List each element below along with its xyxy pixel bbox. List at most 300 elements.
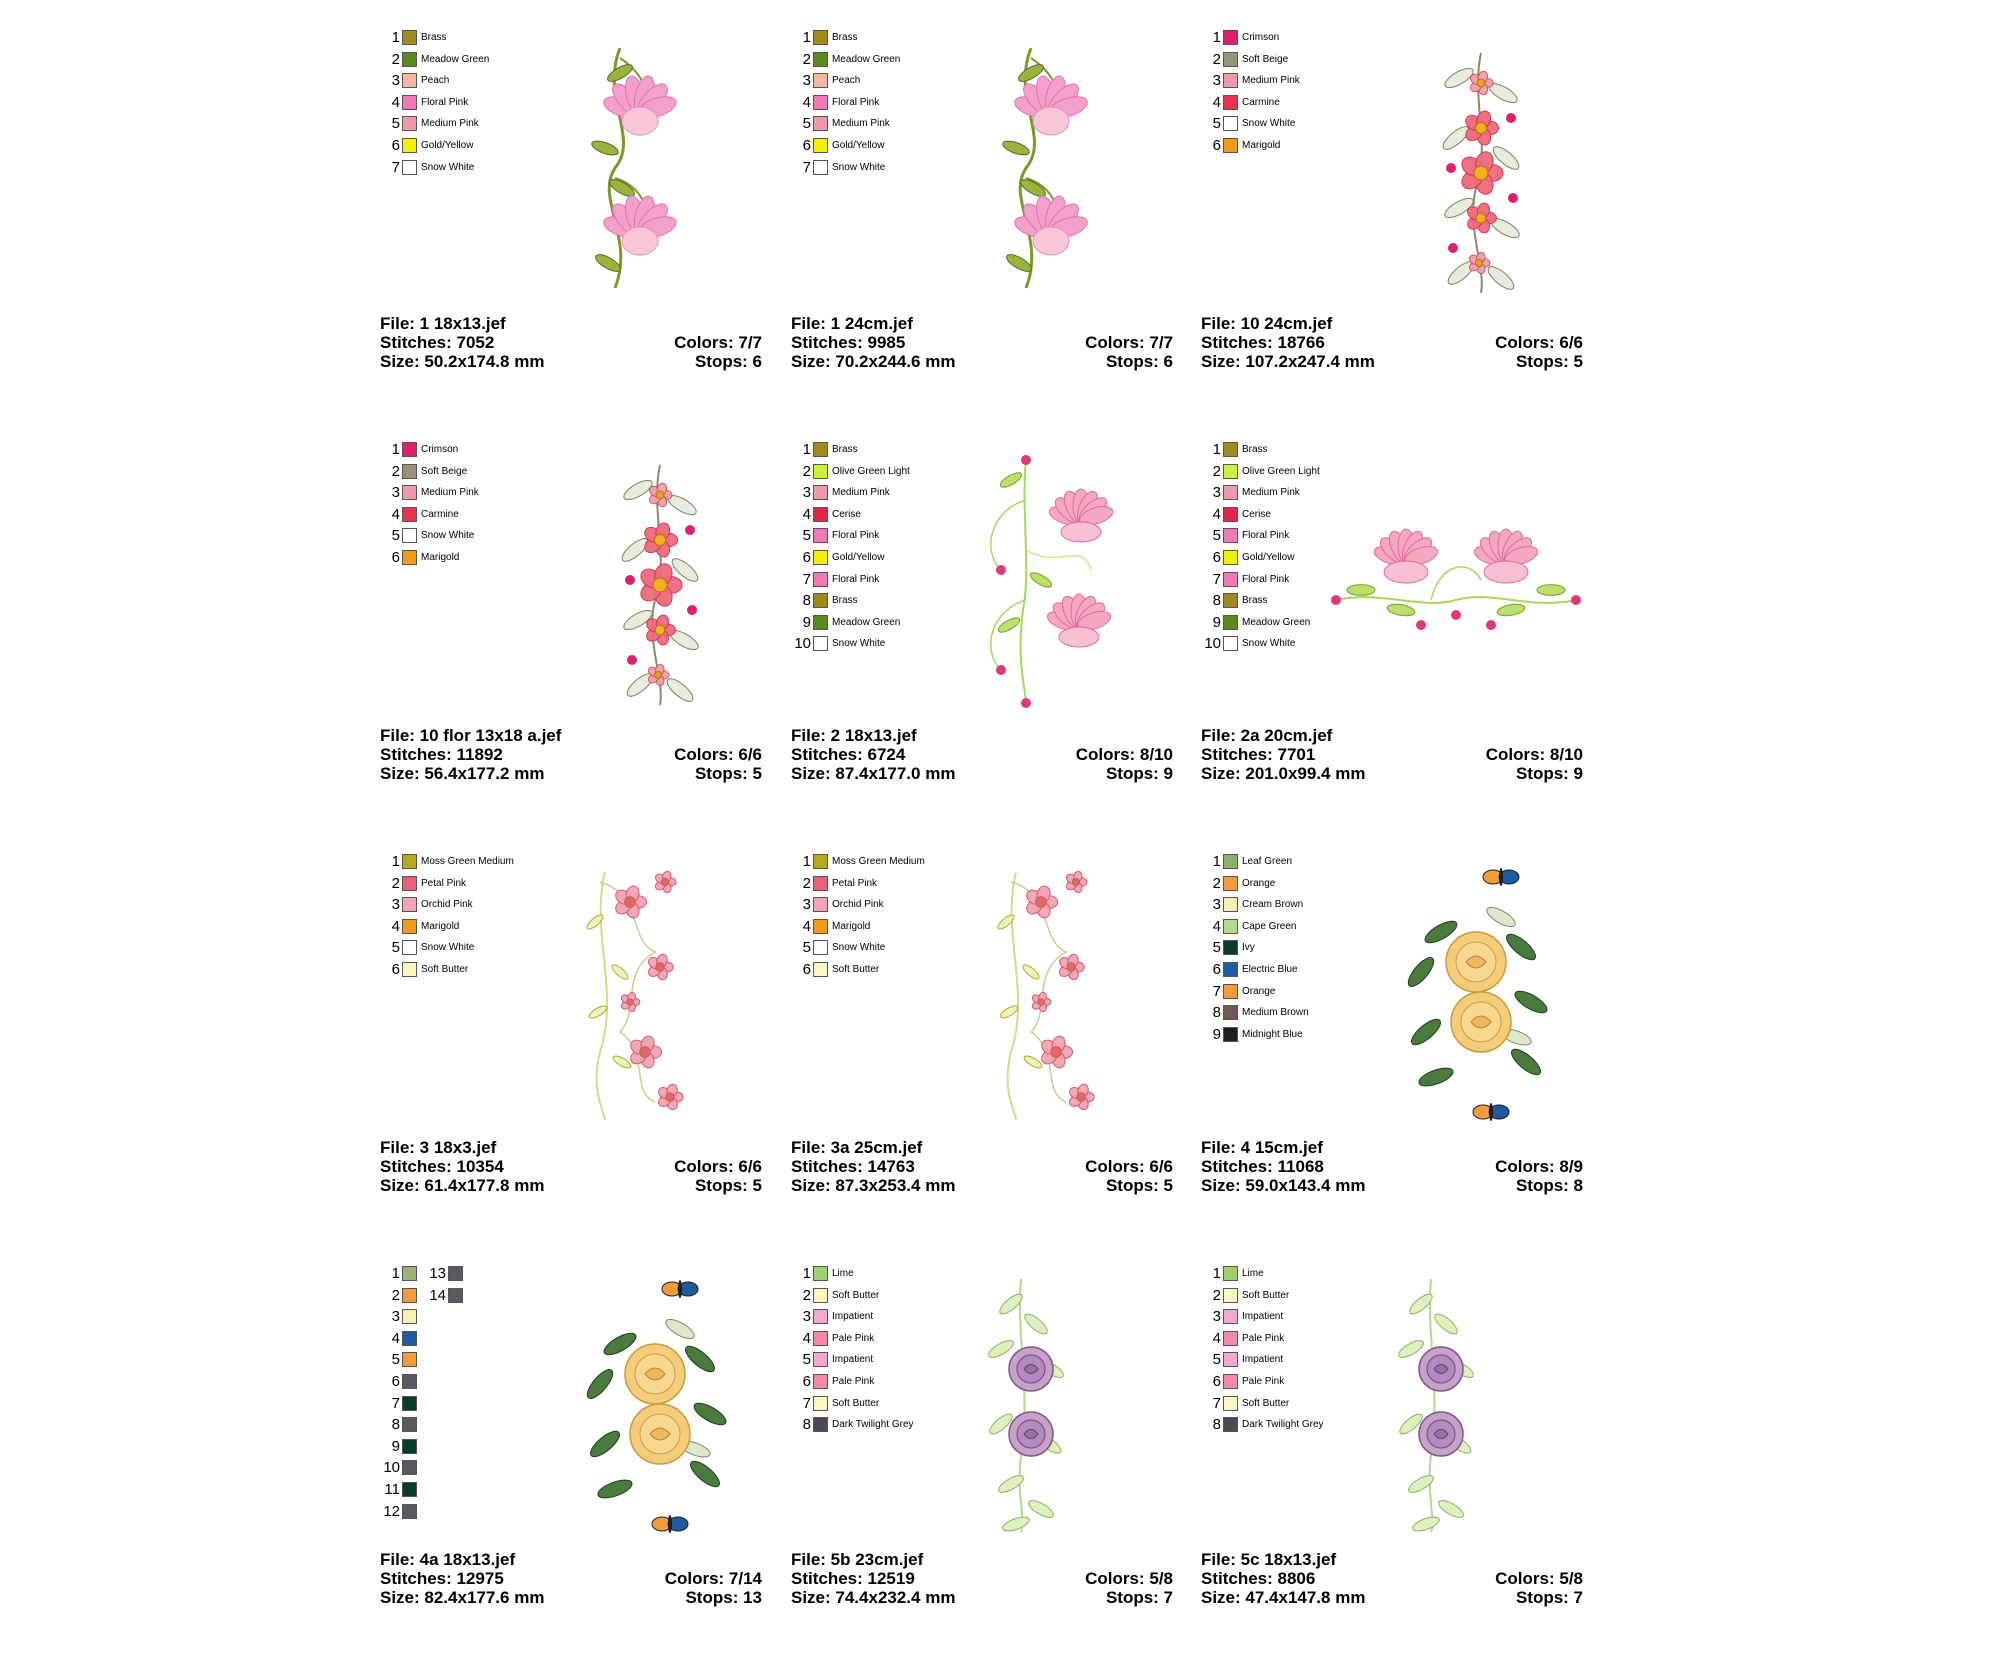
color-swatch bbox=[402, 528, 417, 543]
legend-row bbox=[1201, 1372, 1371, 1392]
design-info bbox=[380, 314, 762, 376]
color-name: Ivy bbox=[1242, 942, 1255, 954]
stitch-count: Stitches: 7052 bbox=[380, 333, 495, 352]
design-info bbox=[380, 1550, 762, 1612]
legend-row bbox=[791, 917, 961, 937]
color-number: 4 bbox=[391, 917, 400, 935]
file-name: File: 2 18x13.jef bbox=[791, 726, 917, 745]
color-name: Carmine bbox=[1242, 96, 1280, 108]
color-swatch bbox=[1223, 138, 1238, 153]
color-name: Carmine bbox=[421, 508, 459, 520]
color-name: Snow White bbox=[421, 530, 475, 542]
color-name: Orange bbox=[1242, 877, 1276, 889]
color-number: 5 bbox=[1212, 939, 1221, 957]
color-number: 1 bbox=[802, 853, 811, 870]
legend-row bbox=[791, 71, 961, 91]
legend-row bbox=[380, 1286, 550, 1306]
file-name: File: 3 18x3.jef bbox=[380, 1138, 497, 1157]
legend-row bbox=[1201, 1307, 1371, 1327]
color-name: Medium Pink bbox=[832, 118, 890, 130]
file-name: File: 4 15cm.jef bbox=[1201, 1138, 1323, 1157]
color-swatch bbox=[402, 52, 417, 67]
stop-count: Stops: 9 bbox=[1105, 764, 1173, 783]
color-name: Pale Pink bbox=[832, 1332, 875, 1344]
stitch-count: Stitches: 12519 bbox=[791, 1569, 915, 1588]
design-card bbox=[380, 852, 780, 1242]
color-number: 5 bbox=[391, 1351, 400, 1369]
color-swatch bbox=[402, 550, 417, 565]
color-number: 6 bbox=[391, 137, 400, 154]
color-count: Colors: 7/14 bbox=[664, 1569, 762, 1588]
color-name: Petal Pink bbox=[832, 877, 878, 889]
stitch-count: Stitches: 9985 bbox=[791, 333, 906, 352]
color-number: 9 bbox=[1212, 613, 1221, 631]
stitch-count: Stitches: 11068 bbox=[1201, 1157, 1324, 1176]
color-name: Pale Pink bbox=[1242, 1376, 1285, 1387]
design-info bbox=[791, 314, 1173, 376]
color-number: 10 bbox=[794, 635, 811, 653]
color-number: 4 bbox=[802, 505, 811, 523]
color-swatch bbox=[448, 1288, 463, 1303]
color-swatch bbox=[1223, 442, 1238, 457]
legend-row bbox=[791, 1394, 961, 1414]
color-name: Impatient bbox=[832, 1311, 874, 1323]
stop-count: Stops: 7 bbox=[1515, 1588, 1583, 1607]
color-name: Meadow Green bbox=[832, 53, 901, 65]
color-number: 1 bbox=[391, 853, 400, 870]
color-name: Soft Butter bbox=[1242, 1397, 1290, 1409]
color-name: Medium Pink bbox=[1242, 487, 1300, 499]
embroidery-preview bbox=[560, 862, 760, 1127]
color-name: Dark Twilight Grey bbox=[1242, 1419, 1324, 1431]
stop-count: Stops: 13 bbox=[685, 1588, 762, 1607]
embroidery-preview bbox=[1381, 862, 1581, 1127]
color-number: 7 bbox=[391, 158, 400, 176]
legend-row bbox=[791, 462, 961, 482]
color-number: 4 bbox=[1212, 1329, 1221, 1347]
color-swatch bbox=[1223, 1005, 1238, 1020]
color-swatch bbox=[1223, 1396, 1238, 1411]
design-info bbox=[380, 726, 762, 788]
color-count: Colors: 8/10 bbox=[1485, 745, 1583, 764]
color-swatch bbox=[813, 1331, 828, 1346]
color-name: Brass bbox=[421, 32, 447, 43]
legend-row bbox=[791, 440, 961, 460]
color-name: Brass bbox=[1242, 444, 1268, 455]
color-number: 1 bbox=[1212, 29, 1221, 46]
color-number: 1 bbox=[802, 1265, 811, 1282]
color-swatch bbox=[813, 485, 828, 500]
color-name: Orchid Pink bbox=[421, 899, 473, 911]
legend-row bbox=[380, 158, 550, 178]
legend-row bbox=[1201, 1394, 1371, 1414]
color-swatch bbox=[402, 854, 417, 869]
color-swatch bbox=[1223, 464, 1238, 479]
color-number: 2 bbox=[802, 50, 811, 68]
legend-row bbox=[380, 505, 550, 525]
design-size: Size: 87.4x177.0 mm bbox=[791, 764, 956, 783]
color-swatch bbox=[402, 73, 417, 88]
legend-row bbox=[380, 874, 550, 894]
design-info bbox=[791, 726, 1173, 788]
design-info bbox=[380, 1138, 762, 1200]
color-number: 7 bbox=[802, 1394, 811, 1412]
design-info bbox=[1201, 1138, 1583, 1200]
legend-row bbox=[1201, 1286, 1371, 1306]
legend-row bbox=[1201, 917, 1371, 937]
color-count: Colors: 8/9 bbox=[1495, 1157, 1583, 1176]
color-swatch bbox=[1223, 593, 1238, 608]
design-card bbox=[1201, 1264, 1601, 1654]
color-name: Medium Pink bbox=[421, 118, 479, 130]
color-number: 3 bbox=[1212, 896, 1221, 914]
color-swatch bbox=[813, 116, 828, 131]
color-number: 6 bbox=[391, 961, 400, 978]
color-number: 13 bbox=[429, 1265, 446, 1282]
color-name: Brass bbox=[832, 444, 858, 455]
legend-row bbox=[380, 28, 550, 48]
legend-row bbox=[791, 634, 961, 654]
legend-row bbox=[380, 895, 550, 915]
color-swatch bbox=[813, 138, 828, 153]
color-number: 3 bbox=[802, 896, 811, 914]
color-swatch bbox=[813, 1417, 828, 1432]
color-swatch bbox=[813, 854, 828, 869]
color-swatch bbox=[402, 30, 417, 45]
color-name: Floral Pink bbox=[832, 530, 880, 542]
color-name: Moss Green Medium bbox=[421, 856, 514, 867]
stop-count: Stops: 8 bbox=[1515, 1176, 1583, 1195]
color-name: Impatient bbox=[832, 1354, 874, 1366]
color-name: Medium Pink bbox=[1242, 75, 1300, 87]
color-number: 5 bbox=[1212, 527, 1221, 545]
legend-row bbox=[380, 1394, 550, 1414]
legend-row bbox=[791, 1286, 961, 1306]
color-number: 6 bbox=[391, 549, 400, 566]
color-number: 5 bbox=[802, 1351, 811, 1369]
color-name: Marigold bbox=[421, 552, 460, 563]
embroidery-preview bbox=[971, 862, 1171, 1127]
color-name: Floral Pink bbox=[1242, 573, 1290, 585]
color-swatch bbox=[1223, 984, 1238, 999]
color-number: 3 bbox=[802, 484, 811, 502]
legend-row bbox=[380, 852, 550, 872]
color-number: 4 bbox=[391, 1329, 400, 1347]
legend-row bbox=[380, 136, 550, 156]
color-number: 1 bbox=[391, 1265, 400, 1282]
color-swatch bbox=[1223, 528, 1238, 543]
design-card bbox=[380, 440, 780, 830]
color-name: Petal Pink bbox=[421, 877, 467, 889]
color-number: 6 bbox=[802, 549, 811, 566]
color-name: Soft Butter bbox=[832, 1397, 880, 1409]
color-number: 8 bbox=[1212, 1416, 1221, 1434]
color-swatch bbox=[813, 897, 828, 912]
color-name: Moss Green Medium bbox=[832, 856, 925, 867]
color-number: 7 bbox=[802, 570, 811, 588]
legend-row bbox=[791, 548, 961, 568]
color-number: 6 bbox=[802, 137, 811, 154]
color-number: 5 bbox=[391, 527, 400, 545]
color-name: Olive Green Light bbox=[832, 465, 910, 477]
color-number: 9 bbox=[391, 1437, 400, 1455]
embroidery-preview bbox=[971, 38, 1171, 303]
legend-row bbox=[791, 526, 961, 546]
color-swatch bbox=[813, 160, 828, 175]
legend-row bbox=[1201, 114, 1371, 134]
color-swatch bbox=[402, 1352, 417, 1367]
color-name: Snow White bbox=[832, 161, 886, 173]
design-card bbox=[791, 440, 1191, 830]
color-swatch bbox=[402, 138, 417, 153]
color-swatch bbox=[1223, 485, 1238, 500]
color-number: 4 bbox=[1212, 505, 1221, 523]
stop-count: Stops: 5 bbox=[1105, 1176, 1173, 1195]
color-name: Marigold bbox=[1242, 140, 1281, 151]
color-swatch bbox=[813, 876, 828, 891]
legend-row bbox=[1201, 1329, 1371, 1349]
color-count: Colors: 5/8 bbox=[1495, 1569, 1583, 1588]
color-count: Colors: 5/8 bbox=[1085, 1569, 1173, 1588]
legend-row bbox=[1201, 1264, 1371, 1284]
color-number: 9 bbox=[1212, 1025, 1221, 1043]
design-card bbox=[1201, 440, 1601, 830]
design-info bbox=[791, 1550, 1173, 1612]
legend-row bbox=[791, 158, 961, 178]
color-name: Peach bbox=[832, 75, 861, 87]
color-swatch bbox=[402, 962, 417, 977]
color-swatch bbox=[1223, 1288, 1238, 1303]
legend-row bbox=[380, 917, 550, 937]
stop-count: Stops: 9 bbox=[1515, 764, 1583, 783]
color-swatch bbox=[1223, 854, 1238, 869]
color-swatch bbox=[448, 1266, 463, 1281]
legend-row bbox=[380, 526, 550, 546]
color-number: 6 bbox=[802, 1373, 811, 1390]
color-swatch bbox=[402, 160, 417, 175]
color-number: 3 bbox=[1212, 484, 1221, 502]
color-swatch bbox=[813, 464, 828, 479]
color-number: 7 bbox=[802, 158, 811, 176]
color-name: Medium Pink bbox=[421, 487, 479, 499]
color-number: 3 bbox=[391, 72, 400, 90]
stitch-count: Stitches: 11892 bbox=[380, 745, 503, 764]
color-name: Meadow Green bbox=[1242, 616, 1311, 628]
color-number: 3 bbox=[802, 72, 811, 90]
legend-row bbox=[791, 483, 961, 503]
color-name: Cerise bbox=[1242, 508, 1271, 520]
color-number: 2 bbox=[391, 50, 400, 68]
color-number: 6 bbox=[1212, 549, 1221, 566]
legend-row bbox=[380, 1502, 550, 1522]
legend-row bbox=[1201, 136, 1371, 156]
color-name: Soft Butter bbox=[1242, 1289, 1290, 1301]
stop-count: Stops: 6 bbox=[1105, 352, 1173, 371]
color-swatch bbox=[402, 940, 417, 955]
legend-row bbox=[791, 938, 961, 958]
legend-row bbox=[1201, 895, 1371, 915]
design-size: Size: 59.0x143.4 mm bbox=[1201, 1176, 1366, 1195]
color-swatch bbox=[402, 464, 417, 479]
color-count: Colors: 8/10 bbox=[1075, 745, 1173, 764]
color-number: 2 bbox=[1212, 1286, 1221, 1304]
color-swatch bbox=[402, 876, 417, 891]
color-number: 8 bbox=[391, 1416, 400, 1434]
color-number: 10 bbox=[383, 1459, 400, 1477]
file-name: File: 5b 23cm.jef bbox=[791, 1550, 924, 1569]
legend-row bbox=[1201, 960, 1371, 980]
color-swatch bbox=[813, 636, 828, 651]
color-swatch bbox=[813, 507, 828, 522]
color-swatch bbox=[813, 940, 828, 955]
legend-row bbox=[380, 71, 550, 91]
color-swatch bbox=[402, 507, 417, 522]
color-name: Pale Pink bbox=[1242, 1332, 1285, 1344]
color-swatch bbox=[402, 1439, 417, 1454]
color-swatch bbox=[402, 485, 417, 500]
design-info bbox=[791, 1138, 1173, 1200]
color-name: Soft Beige bbox=[421, 465, 468, 477]
color-name: Brass bbox=[832, 595, 858, 607]
color-name: Soft Butter bbox=[832, 964, 880, 975]
stop-count: Stops: 7 bbox=[1105, 1588, 1173, 1607]
color-number: 10 bbox=[1204, 635, 1221, 653]
color-swatch bbox=[1223, 636, 1238, 651]
color-name: Lime bbox=[1242, 1268, 1264, 1279]
legend-row bbox=[380, 462, 550, 482]
legend-row bbox=[1201, 874, 1371, 894]
color-number: 5 bbox=[391, 115, 400, 133]
color-name: Gold/Yellow bbox=[1242, 552, 1295, 563]
color-number: 8 bbox=[1212, 1004, 1221, 1022]
color-swatch bbox=[1223, 1331, 1238, 1346]
color-name: Meadow Green bbox=[421, 53, 490, 65]
color-count: Colors: 6/6 bbox=[1085, 1157, 1173, 1176]
legend-row bbox=[380, 1372, 550, 1392]
color-swatch bbox=[813, 1288, 828, 1303]
color-swatch bbox=[402, 1288, 417, 1303]
color-swatch bbox=[402, 95, 417, 110]
color-number: 1 bbox=[391, 29, 400, 46]
color-count: Colors: 7/7 bbox=[1085, 333, 1173, 352]
color-number: 8 bbox=[802, 592, 811, 610]
color-swatch bbox=[813, 1309, 828, 1324]
color-number: 5 bbox=[1212, 1351, 1221, 1369]
color-number: 8 bbox=[802, 1416, 811, 1434]
design-size: Size: 107.2x247.4 mm bbox=[1201, 352, 1375, 371]
color-swatch bbox=[813, 52, 828, 67]
legend-row bbox=[1201, 1350, 1371, 1370]
color-number: 11 bbox=[384, 1481, 400, 1498]
legend-row bbox=[1201, 28, 1371, 48]
color-number: 3 bbox=[391, 1308, 400, 1326]
legend-row bbox=[1201, 938, 1371, 958]
color-name: Gold/Yellow bbox=[421, 140, 474, 151]
color-name: Peach bbox=[421, 75, 450, 87]
design-card bbox=[791, 852, 1191, 1242]
color-swatch bbox=[813, 1396, 828, 1411]
legend-row bbox=[791, 505, 961, 525]
stitch-count: Stitches: 7701 bbox=[1201, 745, 1316, 764]
color-swatch bbox=[402, 897, 417, 912]
color-name: Pale Pink bbox=[832, 1376, 875, 1387]
color-number: 1 bbox=[1212, 1265, 1221, 1282]
color-name: Soft Beige bbox=[1242, 53, 1289, 65]
color-name: Crimson bbox=[1242, 32, 1280, 43]
embroidery-preview bbox=[560, 450, 760, 715]
color-swatch bbox=[1223, 919, 1238, 934]
color-name: Orchid Pink bbox=[832, 899, 884, 911]
color-name: Snow White bbox=[1242, 638, 1296, 650]
color-number: 4 bbox=[802, 917, 811, 935]
color-name: Soft Butter bbox=[832, 1289, 880, 1301]
design-card bbox=[1201, 852, 1601, 1242]
color-number: 2 bbox=[1212, 462, 1221, 480]
legend-row bbox=[791, 114, 961, 134]
legend-row bbox=[380, 1458, 550, 1478]
color-name: Brass bbox=[1242, 595, 1268, 607]
color-swatch bbox=[1223, 1374, 1238, 1389]
color-number: 2 bbox=[1212, 50, 1221, 68]
legend-row bbox=[380, 548, 550, 568]
color-swatch bbox=[402, 1374, 417, 1389]
color-number: 2 bbox=[391, 462, 400, 480]
legend-row bbox=[1201, 1003, 1371, 1023]
design-card bbox=[380, 1264, 780, 1654]
color-number: 2 bbox=[802, 1286, 811, 1304]
legend-row bbox=[791, 570, 961, 590]
color-swatch bbox=[813, 1374, 828, 1389]
color-name: Gold/Yellow bbox=[832, 140, 885, 151]
file-name: File: 1 24cm.jef bbox=[791, 314, 913, 333]
embroidery-preview bbox=[971, 450, 1171, 715]
color-number: 3 bbox=[391, 484, 400, 502]
legend-row bbox=[1201, 50, 1371, 70]
legend-row bbox=[380, 1350, 550, 1370]
legend-row bbox=[380, 50, 550, 70]
color-name: Medium Pink bbox=[832, 487, 890, 499]
design-size: Size: 47.4x147.8 mm bbox=[1201, 1588, 1366, 1607]
color-name: Medium Brown bbox=[1242, 1007, 1309, 1019]
color-name: Snow White bbox=[421, 942, 475, 954]
color-number: 2 bbox=[391, 1286, 400, 1304]
color-swatch bbox=[813, 615, 828, 630]
legend-row bbox=[791, 591, 961, 611]
design-info bbox=[1201, 1550, 1583, 1612]
color-number: 6 bbox=[1212, 1373, 1221, 1390]
color-name: Floral Pink bbox=[832, 96, 880, 108]
stitch-count: Stitches: 12975 bbox=[380, 1569, 504, 1588]
color-number: 12 bbox=[383, 1502, 400, 1520]
legend-row bbox=[791, 1329, 961, 1349]
color-number: 5 bbox=[1212, 115, 1221, 133]
color-name: Lime bbox=[832, 1268, 854, 1279]
design-size: Size: 201.0x99.4 mm bbox=[1201, 764, 1366, 783]
color-swatch bbox=[1223, 73, 1238, 88]
color-number: 3 bbox=[1212, 72, 1221, 90]
color-number: 3 bbox=[1212, 1308, 1221, 1326]
color-name: Cerise bbox=[832, 508, 861, 520]
legend-row bbox=[380, 1480, 550, 1500]
color-name: Snow White bbox=[832, 942, 886, 954]
color-name: Dark Twilight Grey bbox=[832, 1419, 914, 1431]
color-number: 1 bbox=[1212, 441, 1221, 458]
legend-row bbox=[1201, 1025, 1371, 1045]
embroidery-preview bbox=[1381, 38, 1581, 303]
file-name: File: 1 18x13.jef bbox=[380, 314, 506, 333]
design-card bbox=[380, 28, 780, 418]
color-count: Colors: 6/6 bbox=[674, 1157, 762, 1176]
